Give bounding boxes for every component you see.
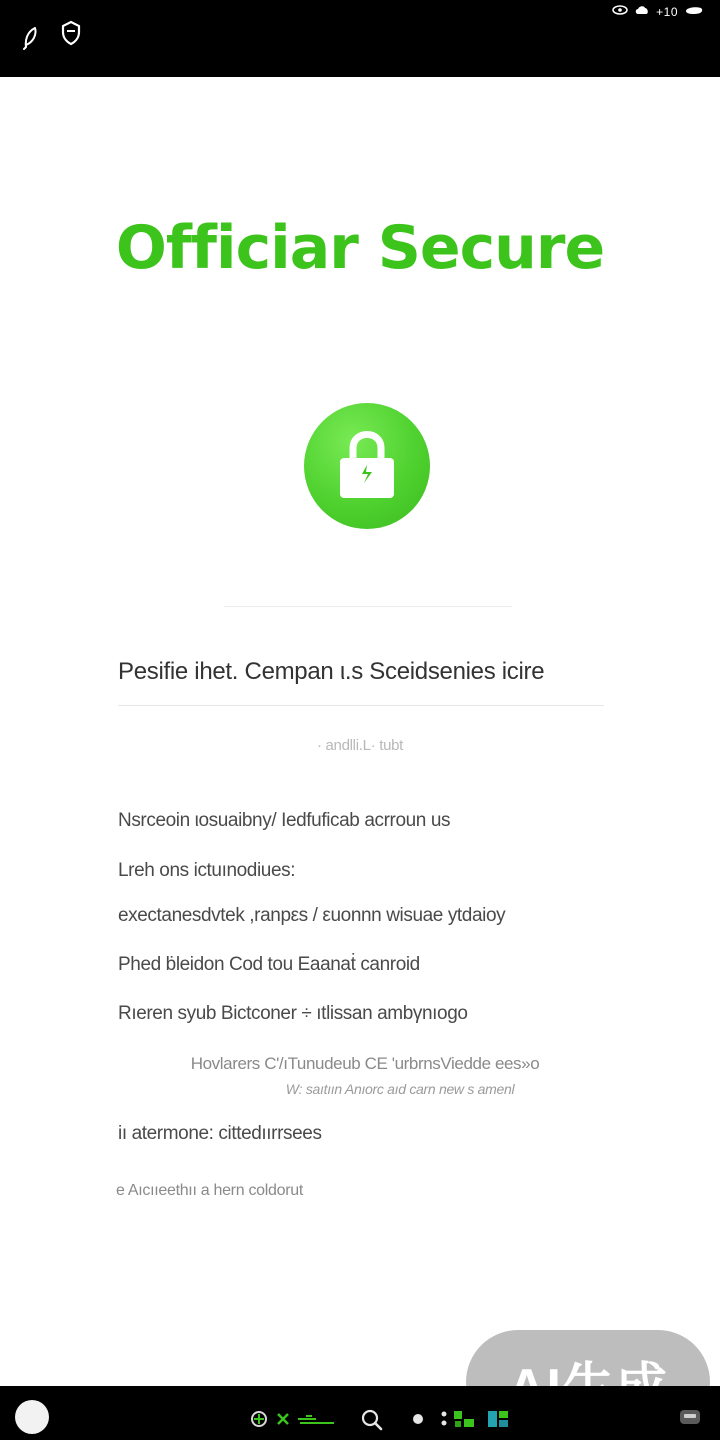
status-bar	[0, 0, 720, 77]
text-line: iı atermone: cittedıırrsees	[118, 1123, 322, 1144]
note-subtext: W: saıtıın Anıorc aıd carn new s amenl	[285, 1081, 515, 1097]
search-icon[interactable]	[360, 1408, 384, 1430]
text-line: Lreh ons ictuınodiues:	[118, 860, 296, 881]
chip-icon[interactable]	[276, 1408, 340, 1430]
text-line: Rıeren syub Bictconer ÷ ıtlissan ambγnıogo	[118, 1003, 468, 1024]
section-heading: Pesifie ihet. Cempan ι.s Sceidsenies icire	[118, 658, 545, 685]
apps-icon[interactable]	[438, 1408, 478, 1430]
secure-badge	[304, 403, 430, 529]
card-icon[interactable]	[678, 1406, 702, 1428]
lock-icon	[304, 403, 430, 529]
note-text: Hovlarers C'/ıTunudeub CE 'urbrnsViedde ees»o	[190, 1054, 540, 1073]
eye-icon	[612, 3, 628, 21]
divider	[224, 606, 512, 607]
faint-text: e Aıcııeethıı a hern coldorut	[116, 1182, 303, 1199]
text-line: Nsrceoin ιosuaibny/ Iedfuficab acrroun us	[118, 810, 451, 831]
cloud-icon	[634, 3, 650, 21]
spark-icon[interactable]	[249, 1408, 269, 1430]
nav-bar	[0, 1386, 720, 1440]
page-title: Officiar Secure	[115, 213, 605, 283]
home-button[interactable]	[15, 1400, 49, 1434]
text-line: Phed ḃleidon Cod tou Eaanaṫ canroid	[118, 954, 420, 975]
heading-divider	[118, 705, 604, 706]
grid-icon[interactable]	[486, 1408, 512, 1430]
shield-icon	[60, 20, 82, 51]
battery-icon	[684, 3, 704, 21]
status-text: +10	[656, 5, 678, 19]
status-indicators	[612, 4, 704, 20]
text-line: exectanesdvtek ,ranpεs / εuonnn wisuae ytdaioy	[118, 905, 506, 926]
dot-icon[interactable]	[410, 1408, 426, 1430]
feather-icon	[22, 26, 40, 55]
subcaption: · andlli.L· tubt	[316, 737, 404, 754]
